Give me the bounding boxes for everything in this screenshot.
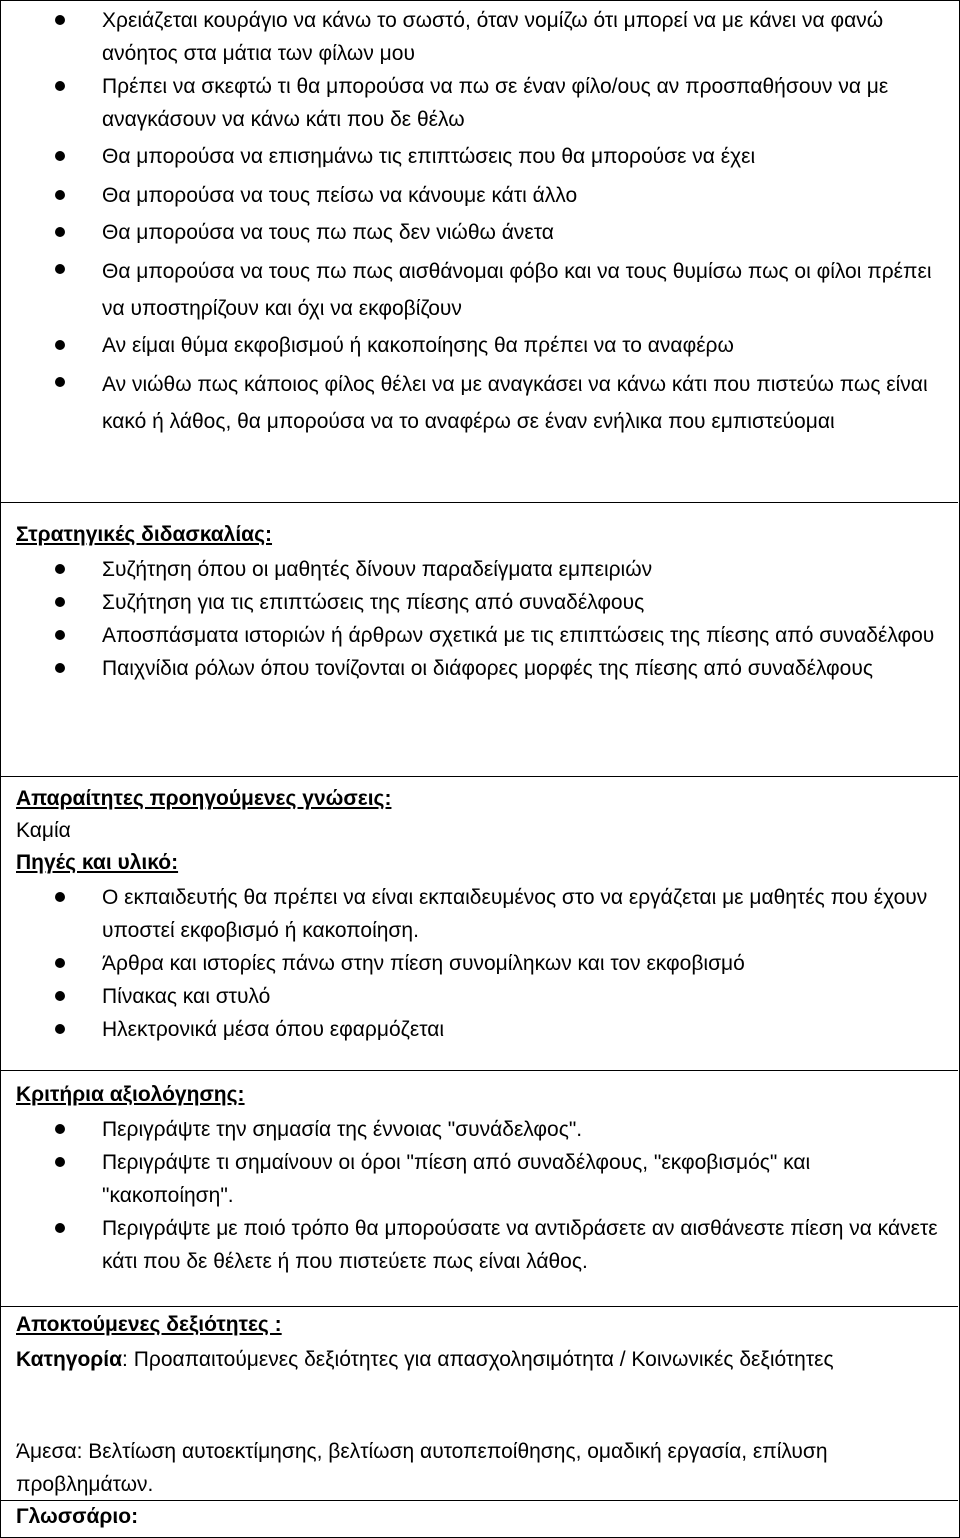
list-item: Συζήτηση για τις επιπτώσεις της πίεσης από συναδέλφους: [0, 586, 958, 619]
category-label: Κατηγορία: [16, 1348, 123, 1371]
criteria-heading: Κριτήρια αξιολόγησης:: [16, 1083, 245, 1106]
list-item: Περιγράψτε με ποιό τρόπο θα μπορούσατε να αντιδράσετε αν αισθάνεστε πίεση να κάνετε κάτι που δε θέλετε ή που πιστεύετε πως είναι λάθος.: [0, 1212, 958, 1278]
skills-section: [0, 1306, 958, 1501]
list-item: Άρθρα και ιστορίες πάνω στην πίεση συνομίληκων και τον εκφοβισμό: [0, 947, 958, 980]
bullet-icon: [55, 1223, 65, 1233]
bullet-icon: [55, 377, 65, 387]
prerequisites-heading: Απαραίτητες προηγούμενες γνώσεις:: [16, 787, 392, 810]
list-item: Πρέπει να σκεφτώ τι θα μπορούσα να πω σε έναν φίλο/ους αν προσπαθήσουν να με αναγκάσουν να κάνω κάτι που δε θέλω: [0, 70, 958, 136]
content-list: [0, 4, 958, 440]
category-value: : Προαπαιτούμενες δεξιότητες για απασχολησιμότητα / Κοινωνικές δεξιότητες: [122, 1348, 834, 1371]
sources-list: [0, 881, 958, 1046]
list-item: Αποσπάσματα ιστοριών ή άρθρων σχετικά με τις επιπτώσεις της πίεσης από συναδέλφου: [0, 619, 958, 652]
list-item: Περιγράψτε την σημασία της έννοιας "συνάδελφος".: [0, 1113, 958, 1146]
bullet-icon: [55, 227, 65, 237]
prerequisites-section: [0, 776, 958, 1071]
bullet-icon: [55, 190, 65, 200]
list-item: Θα μπορούσα να τους πείσω να κάνουμε κάτι άλλο: [0, 179, 958, 212]
criteria-list: [0, 1113, 958, 1278]
bullet-icon: [55, 991, 65, 1001]
list-item: Θα μπορούσα να τους πω πως αισθάνομαι φόβο και να τους θυμίσω πως οι φίλοι πρέπει να υποστηρίζουν και όχι να εκφοβίζουν: [0, 253, 958, 327]
list-item: Αν νιώθω πως κάποιος φίλος θέλει να με αναγκάσει να κάνω κάτι που πιστεύω πως είναι κακό ή λάθος, θα μπορούσα να το αναφέρω σε έναν ενήλικα που εμπιστεύομαι: [0, 366, 958, 440]
bullet-icon: [55, 1157, 65, 1167]
list-item: Πίνακας και στυλό: [0, 980, 958, 1013]
list-item: Χρειάζεται κουράγιο να κάνω το σωστό, όταν νομίζω ότι μπορεί να με κάνει να φανώ ανόητος στα μάτια των φίλων μου: [0, 4, 958, 70]
glossary-heading: Γλωσσάριο:: [16, 1505, 139, 1528]
bullet-icon: [55, 15, 65, 25]
bullet-icon: [55, 340, 65, 350]
bullet-icon: [55, 663, 65, 673]
list-item: Θα μπορούσα να επισημάνω τις επιπτώσεις που θα μπορούσε να έχει: [0, 140, 958, 173]
list-item: Ο εκπαιδευτής θα πρέπει να είναι εκπαιδευμένος στο να εργάζεται με μαθητές που έχουν υποστεί εκφοβισμό ή κακοποίηση.: [0, 881, 958, 947]
bullet-icon: [55, 630, 65, 640]
learning-content-section: [0, 0, 958, 502]
skills-category: [16, 1343, 936, 1376]
bullet-icon: [55, 264, 65, 274]
prerequisites-value: Καμία: [16, 819, 71, 842]
bullet-icon: [55, 564, 65, 574]
list-item: Ηλεκτρονικά μέσα όπου εφαρμόζεται: [0, 1013, 958, 1046]
bullet-icon: [55, 892, 65, 902]
list-item: Περιγράψτε τι σημαίνουν οι όροι "πίεση από συναδέλφους, "εκφοβισμός" και "κακοποίηση".: [0, 1146, 958, 1212]
bullet-icon: [55, 597, 65, 607]
skills-heading: Αποκτούμενες δεξιότητες :: [16, 1313, 282, 1336]
bullet-icon: [55, 151, 65, 161]
criteria-section: [0, 1070, 958, 1307]
glossary-section: [0, 1500, 958, 1537]
strategies-list: [0, 553, 958, 685]
list-item: Αν είμαι θύμα εκφοβισμού ή κακοποίησης θα πρέπει να το αναφέρω: [0, 329, 958, 362]
list-item: Συζήτηση όπου οι μαθητές δίνουν παραδείγματα εμπειριών: [0, 553, 958, 586]
bullet-icon: [55, 958, 65, 968]
bullet-icon: [55, 81, 65, 91]
sources-heading: Πηγές και υλικό:: [16, 851, 179, 874]
list-item: Θα μπορούσα να τους πω πως δεν νιώθω άνετα: [0, 216, 958, 249]
bullet-icon: [55, 1124, 65, 1134]
strategies-section: [0, 502, 958, 777]
strategies-heading: Στρατηγικές διδασκαλίας:: [16, 523, 273, 546]
list-item: Παιχνίδια ρόλων όπου τονίζονται οι διάφορες μορφές της πίεσης από συναδέλφους: [0, 652, 958, 685]
bullet-icon: [55, 1024, 65, 1034]
skills-direct: Άμεσα: Βελτίωση αυτοεκτίμησης, βελτίωση αυτοπεποίθησης, ομαδική εργασία, επίλυση προβλημάτων.: [16, 1440, 828, 1496]
